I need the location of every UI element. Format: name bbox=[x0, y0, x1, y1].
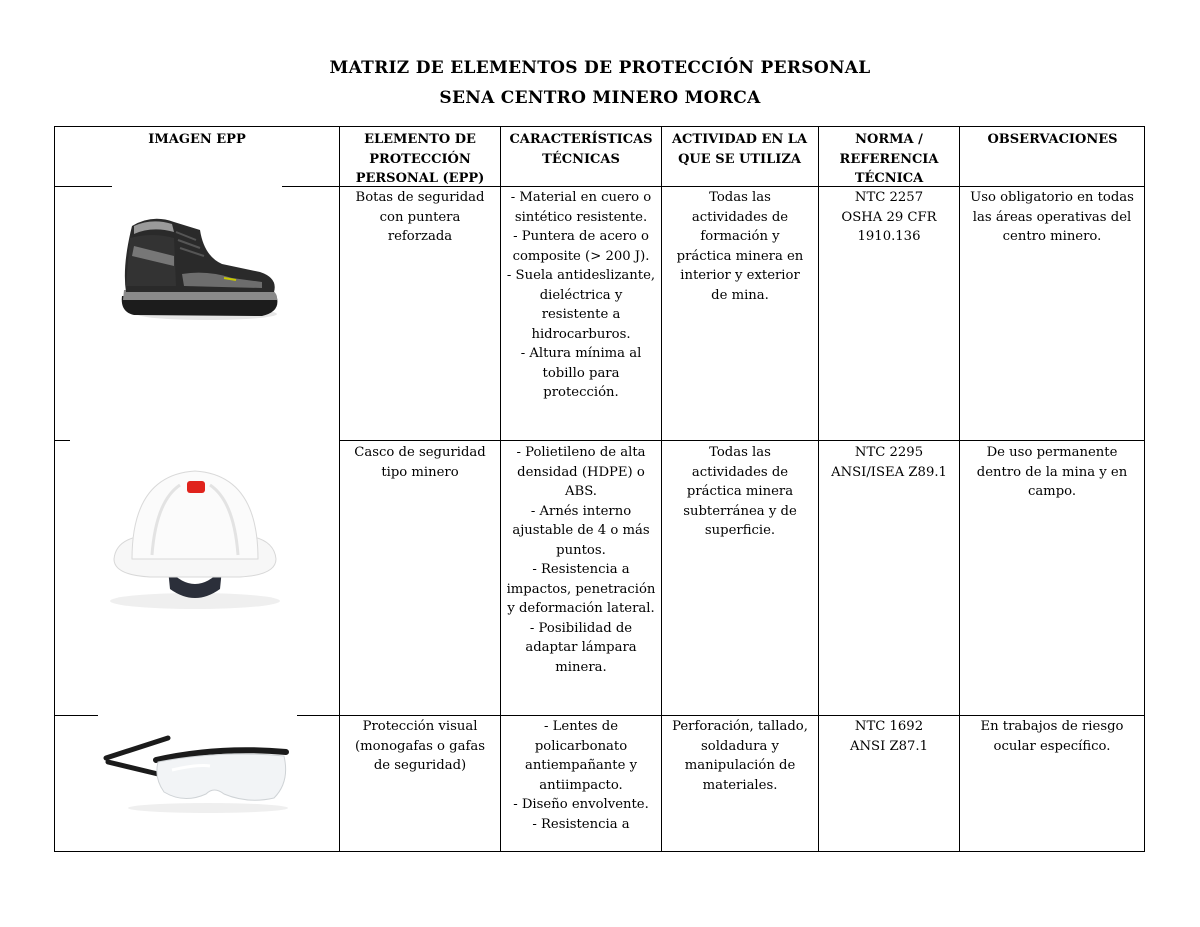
hard-hat-image bbox=[70, 441, 320, 613]
row3-elemento: Protección visual (monogafas o gafas de seguridad) bbox=[355, 719, 485, 773]
header-norma: NORMA / REFERENCIA TÉCNICA bbox=[839, 132, 939, 186]
row1-norma bbox=[826, 188, 952, 247]
row1-elemento: Botas de seguridad con puntera reforzada bbox=[355, 190, 485, 244]
row2-caracteristica: - Resistencia a impactos, penetración y deformación lateral. bbox=[506, 562, 656, 616]
row3-norma-line: ANSI Z87.1 bbox=[849, 738, 929, 754]
column-divider bbox=[500, 126, 501, 852]
row-divider bbox=[54, 186, 112, 187]
row3-caracteristicas bbox=[505, 717, 657, 851]
header-elemento: ELEMENTO DE PROTECCIÓN PERSONAL (EPP) bbox=[355, 132, 485, 186]
document-title: MATRIZ DE ELEMENTOS DE PROTECCIÓN PERSONAL bbox=[329, 58, 871, 78]
table-border-right bbox=[1144, 126, 1145, 852]
row-divider bbox=[339, 440, 1145, 441]
row2-norma-line: NTC 2295 bbox=[854, 445, 924, 460]
row1-caracteristicas bbox=[505, 188, 657, 403]
header-imagen-epp: IMAGEN EPP bbox=[148, 132, 246, 147]
row1-caracteristica: - Puntera de acero o composite (> 200 J). bbox=[512, 229, 650, 264]
row3-norma-line: NTC 1692 bbox=[854, 719, 924, 734]
row-divider bbox=[54, 440, 70, 441]
row2-caracteristica: - Arnés interno ajustable de 4 o más puntos. bbox=[512, 503, 650, 558]
row3-norma bbox=[826, 717, 952, 756]
row2-observaciones: De uso permanente dentro de la mina y en campo. bbox=[976, 445, 1128, 499]
row-divider bbox=[54, 715, 98, 716]
row2-norma-line: ANSI/ISEA Z89.1 bbox=[831, 464, 947, 480]
row2-caracteristicas bbox=[505, 443, 657, 677]
epp-matrix-table bbox=[54, 126, 1145, 852]
header-caracteristicas: CARACTERÍSTICAS TÉCNICAS bbox=[509, 132, 653, 167]
column-divider bbox=[661, 126, 662, 852]
header-observaciones: OBSERVACIONES bbox=[987, 132, 1118, 147]
table-border-left bbox=[54, 126, 55, 852]
row-divider bbox=[297, 715, 1145, 716]
row1-observaciones: Uso obligatorio en todas las áreas operativas del centro minero. bbox=[970, 190, 1134, 244]
column-divider bbox=[959, 126, 960, 852]
row1-norma-line: OSHA 29 CFR 1910.136 bbox=[841, 209, 937, 244]
row2-norma bbox=[826, 443, 952, 482]
row2-actividad: Todas las actividades de práctica minera subterránea y de superficie. bbox=[683, 445, 797, 538]
row2-caracteristica: - Polietileno de alta densidad (HDPE) o ABS. bbox=[516, 445, 646, 499]
safety-glasses-image bbox=[98, 716, 297, 816]
row2-elemento: Casco de seguridad tipo minero bbox=[354, 445, 486, 480]
row1-actividad: Todas las actividades de formación y práctica minera en interior y exterior de mina. bbox=[676, 190, 804, 303]
row1-caracteristica: - Material en cuero o sintético resistente. bbox=[510, 190, 652, 225]
row1-caracteristica: - Altura mínima al tobillo para protección. bbox=[520, 346, 642, 400]
safety-boot-image bbox=[112, 186, 282, 326]
row3-caracteristica: - Diseño envolvente. bbox=[513, 797, 649, 812]
column-divider bbox=[818, 126, 819, 852]
table-border-top bbox=[54, 126, 1145, 127]
row3-observaciones: En trabajos de riesgo ocular específico. bbox=[980, 719, 1124, 754]
row2-caracteristica: - Posibilidad de adaptar lámpara minera. bbox=[525, 620, 637, 675]
row1-caracteristica: - Suela antideslizante, dieléctrica y resistente a hidrocarburos. bbox=[506, 268, 656, 342]
row3-actividad: Perforación, tallado, soldadura y manipulación de materiales. bbox=[672, 719, 808, 793]
row1-norma-line: NTC 2257 bbox=[854, 190, 924, 205]
row3-caracteristica: - Resistencia a bbox=[532, 816, 630, 832]
column-divider bbox=[339, 126, 340, 852]
document-subtitle: SENA CENTRO MINERO MORCA bbox=[439, 88, 761, 108]
table-border-bottom bbox=[54, 851, 1145, 852]
row3-caracteristica: - Lentes de policarbonato antiempañante y antiimpacto. bbox=[524, 719, 638, 793]
header-actividad: ACTIVIDAD EN LA QUE SE UTILIZA bbox=[671, 132, 808, 167]
